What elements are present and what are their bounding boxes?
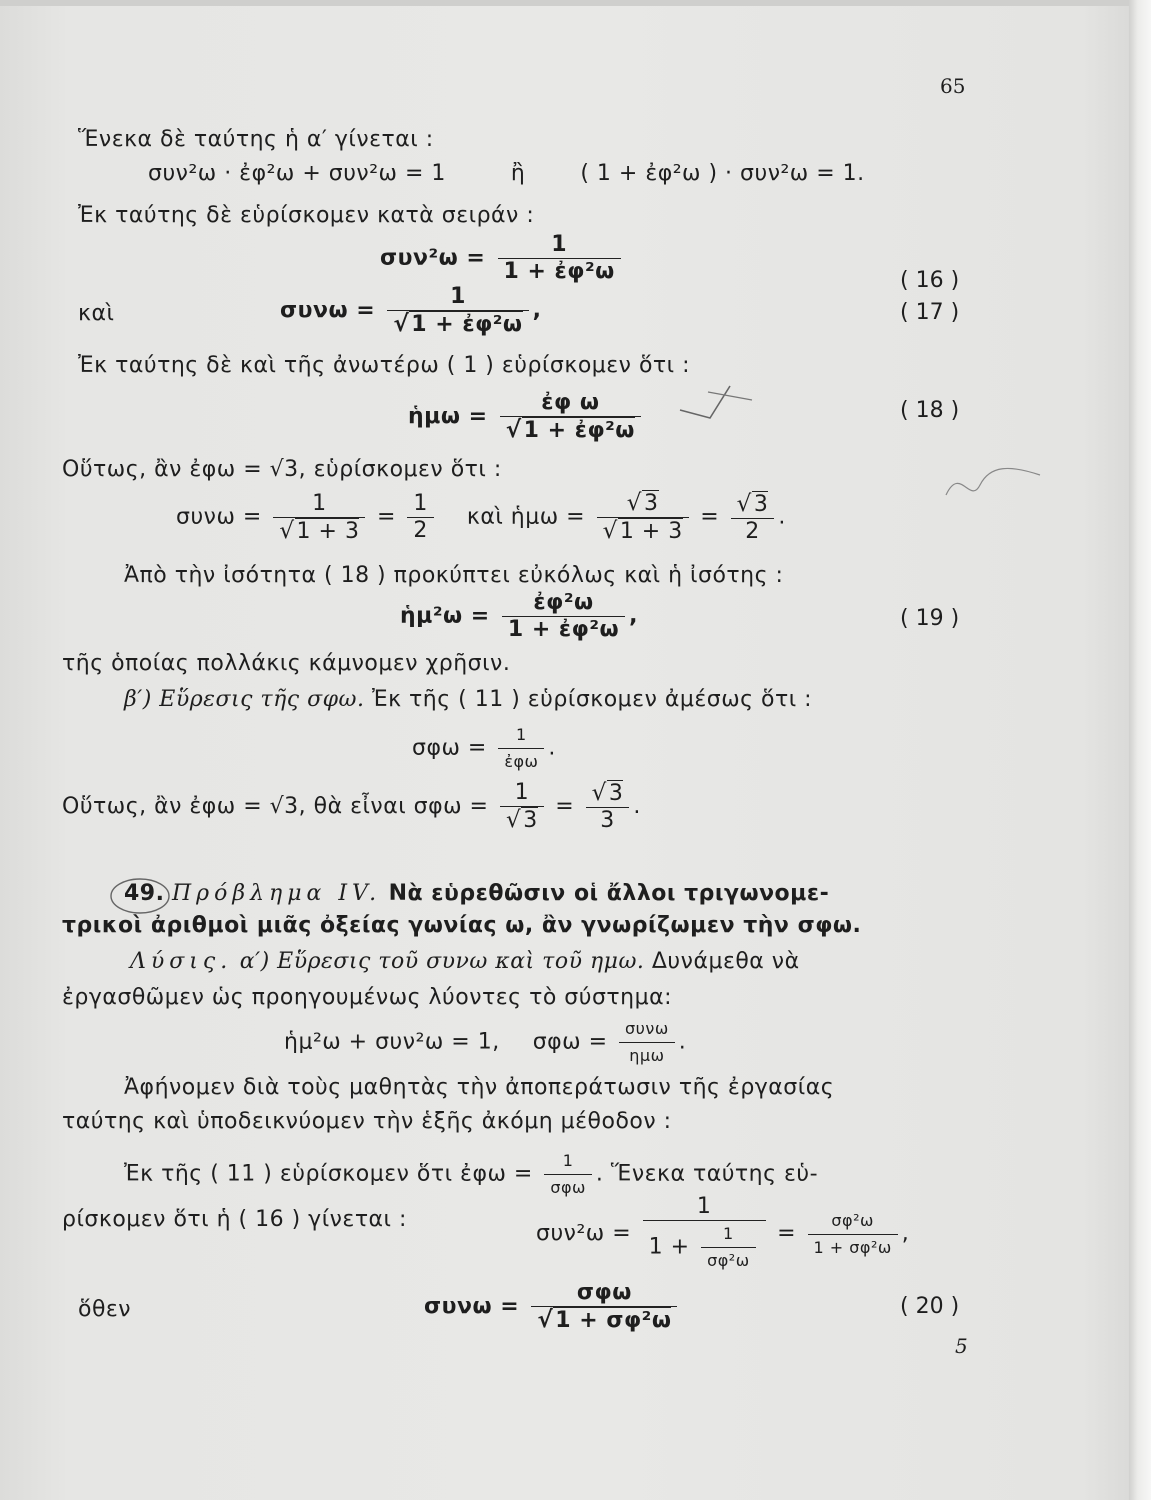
eq15-f2-den: 3 (600, 808, 615, 833)
eq16-den: 1 + ἐφ²ω (503, 259, 615, 284)
eq9-f4-num: √3 (731, 491, 775, 519)
eq14-lhs: σφω = (412, 735, 487, 761)
eq15-frac2 (586, 780, 630, 834)
eq24-f2-num: σφ²ω (808, 1208, 898, 1235)
text-line-3: Ἐκ ταύτης δὲ εὑρίσκομεν κατὰ σειράν : (78, 203, 535, 228)
eq23-num: 1 (544, 1148, 592, 1175)
sqrt-icon: √ (537, 1307, 554, 1333)
sqrt-icon: √ (626, 490, 643, 516)
eq-system-num: συνω (619, 1016, 675, 1043)
eq-number-19: ( 19 ) (900, 606, 960, 631)
eq20-lhs: συνω = (424, 1294, 520, 1319)
eq24-inner-fraction (701, 1221, 756, 1274)
equation-system: ἡμ²ω + συν²ω = 1, σφω = $\frac{\text{συνω}}{\text{ημω}}$ . (284, 1016, 686, 1069)
eq19-den: 1 + ἐφ²ω (507, 617, 620, 642)
eq9-frac1 (273, 491, 365, 545)
eq9-frac3 (597, 490, 689, 545)
eq24-num: 1 (643, 1194, 766, 1221)
eq-2b: ἢ (510, 161, 526, 186)
text-line-24a: ρίσκομεν ὅτι ἡ ( 16 ) γίνεται : (62, 1207, 407, 1232)
equation-19: ἡμ²ω = $\frac{\text{ἐφ²ω}}{\text{1 + ἐφ²ω}}$ , (400, 590, 639, 642)
page-number: 65 (940, 74, 966, 98)
eq-number-16: ( 16 ) (900, 268, 960, 293)
solution-subtitle: α′) Εὕρεσις τοῦ συνω καὶ τοῦ ημω. (239, 949, 645, 974)
equation-16 (380, 232, 625, 285)
equation-17: συνω = $\frac{1}{\text{√1 + ἐφ²ω}}$ , (280, 284, 542, 337)
eq19-num: ἐφ²ω (502, 590, 625, 617)
eq16-num: 1 (498, 232, 621, 259)
eq-system-den: ημω (629, 1046, 665, 1065)
eq-2c: ( 1 + ἐφ²ω ) · συν²ω = 1. (580, 161, 865, 186)
eq23-den: σφω (550, 1178, 586, 1197)
equation-line-23: Ἐκ τῆς ( 11 ) εὑρίσκομεν ὅτι ἐφω = $\frac{1}{\text{σφω}}$ . Ἕνεκα ταύτης εὑ- (124, 1148, 818, 1201)
eq-number-18: ( 18 ) (900, 398, 960, 423)
eq9-f3-den: √1 + 3 (602, 518, 683, 544)
eq16-lhs: συν²ω = (380, 245, 486, 271)
eq9-lhs: συνω = (176, 504, 262, 530)
eq17-den: √1 + ἐφ²ω (393, 311, 523, 337)
text-line-6: Ἐκ ταύτης δὲ καὶ τῆς ἀνωτέρω ( 1 ) εὑρίσκομεν ὅτι : (78, 353, 691, 378)
eq15-f2-num: √3 (586, 780, 630, 808)
eq24-equals: = (777, 1221, 797, 1246)
sqrt-icon: √ (736, 490, 752, 517)
eq24-f2-den: 1 + σφ²ω (813, 1237, 892, 1257)
eq17-fraction (387, 284, 528, 338)
eq24-inner-num: 1 (701, 1221, 756, 1248)
eq-system-b-lhs: σφω = (532, 1029, 608, 1055)
eq24-den-a: 1 + (648, 1234, 690, 1260)
text-line-23a: Ἐκ τῆς ( 11 ) εὑρίσκομεν ὅτι ἐφω = (124, 1161, 533, 1187)
eq9-f2-num: 1 (407, 491, 434, 518)
eq18-lhs: ἡμω = (408, 404, 488, 429)
eq20-den: √1 + σφ²ω (537, 1307, 672, 1333)
text-line-23b: Ἕνεκα ταύτης εὑ- (610, 1161, 819, 1187)
eq14-fraction (498, 722, 544, 775)
solution-line (130, 948, 800, 976)
eq19-fraction (502, 590, 625, 643)
text-line-22: ταύτης καὶ ὑποδεικνύομεν τὴν ἑξῆς ἀκόμη μέθοδον : (62, 1109, 672, 1134)
equation-18 (408, 390, 645, 444)
eq14-num: 1 (498, 722, 544, 749)
equation-line-15: Οὕτως, ἂν ἐφω = √3, θὰ εἶναι σφω = $\frac{1}{√3}$ = $\frac{√3}{3}$ . (62, 780, 641, 833)
eq18-fraction (500, 390, 641, 444)
eq18-num: ἐφ ω (500, 390, 641, 417)
eq9-frac4 (731, 491, 775, 545)
sqrt-icon: √ (505, 807, 522, 833)
eq-2a: συν²ω · ἐφ²ω + συν²ω = 1 (148, 161, 446, 186)
problem-statement-1: Νὰ εὑρεθῶσιν οἱ ἄλλοι τριγωνομε- (388, 881, 830, 906)
eq9-f4-den: 2 (745, 518, 760, 544)
text-line-8: Οὕτως, ἂν ἐφω = √3, εὑρίσκομεν ὅτι : (62, 457, 502, 482)
eq17-num: 1 (387, 284, 528, 311)
solution-label: Λύσις. (130, 949, 233, 974)
eq9-f2-den: 2 (413, 518, 428, 543)
page-edge (1129, 0, 1151, 1500)
problem-49-heading (124, 880, 829, 908)
problem-number: 49. (124, 881, 165, 906)
eq9-frac2 (407, 491, 434, 544)
pencil-checkmark-icon (670, 378, 770, 438)
eq24-fraction (643, 1194, 766, 1274)
sqrt-icon: √ (393, 311, 410, 337)
problem-label: Πρόβλημα IV. (171, 881, 382, 906)
eq-system-a: ἡμ²ω + συν²ω = 1, (284, 1029, 500, 1055)
text-line-10: Ἀπὸ τὴν ἰσότητα ( 18 ) προκύπτει εὐκόλως καὶ ἡ ἰσότης : (124, 563, 784, 588)
eq9-f1-num: 1 (273, 491, 365, 518)
eq9-equals: = (376, 504, 396, 530)
eq9-f1-den: √1 + 3 (279, 517, 360, 544)
signature-number: 5 (955, 1334, 968, 1358)
text-line-19: ἐργασθῶμεν ὡς προηγουμένως λύοντες τὸ σύστημα: (62, 985, 672, 1010)
eq-number-17: ( 17 ) (900, 300, 960, 325)
sqrt-icon: √ (602, 518, 618, 544)
equation-line-2 (148, 160, 865, 188)
page-top-shadow (0, 0, 1151, 6)
eq17-kai: καὶ (78, 301, 115, 326)
eq-system-fraction (619, 1016, 675, 1069)
text-line-1: Ἕνεκα δὲ ταύτης ἡ α′ γίνεται : (78, 127, 434, 152)
eq15-f1-den: √3 (505, 807, 538, 833)
equation-20 (424, 1280, 681, 1334)
text-line-21: Ἀφήνομεν διὰ τοὺς μαθητὰς τὴν ἀποπεράτωσιν τῆς ἐργασίας (124, 1075, 835, 1100)
eq24-lhs: συν²ω = (536, 1221, 632, 1246)
text-line-13b: Ἐκ τῆς ( 11 ) εὑρίσκομεν ἀμέσως ὅτι : (371, 687, 813, 712)
sqrt-icon: √ (591, 780, 607, 806)
eq24-inner-den: σφ²ω (707, 1251, 750, 1270)
text-line-12: τῆς ὁποίας πολλάκις κάμνομεν χρῆσιν. (62, 651, 511, 676)
eq15-f1-num: 1 (500, 780, 544, 807)
eq24-den (643, 1221, 766, 1274)
subsection-title-b: β′) Εὕρεσις τῆς σφω. (124, 687, 365, 712)
eq-number-20: ( 20 ) (900, 1294, 960, 1319)
sqrt-icon: √ (505, 417, 522, 443)
eq9-kai-hmw: καὶ ἡμω = (466, 504, 586, 530)
eq19-lhs: ἡμ²ω = (400, 603, 490, 629)
eq14-den: ἐφω (504, 752, 539, 771)
eq18-den: √1 + ἐφ²ω (505, 417, 635, 443)
eq15-frac1 (500, 780, 544, 834)
equation-14: σφω = $\frac{1}{\text{ἐφω}}$ . (412, 722, 556, 775)
solution-rest: Δυνάμεθα νὰ (651, 949, 800, 974)
eq20-num: σφω (531, 1280, 677, 1307)
equation-line-9: συνω = $\frac{1}{√1 + 3}$ = $\frac{1}{2}$ καὶ ἡμω = $\frac{√3}{√1 + 3}$ = $\frac{√3}{2}$ . (176, 490, 786, 544)
eq17-lhs: συνω = (280, 298, 376, 323)
eq24-fraction2 (808, 1208, 898, 1261)
text-line-15a: Οὕτως, ἂν ἐφω = √3, θὰ εἶναι σφω = (62, 794, 489, 819)
eq9-f3-num: √3 (597, 490, 689, 518)
text-line-26: ὅθεν (78, 1297, 132, 1322)
problem-statement-2: τρικοὶ ἀριθμοὶ μιᾶς ὀξείας γωνίας ω, ἂν γνωρίζωμεν τὴν σφω. (62, 913, 862, 938)
equation-24: συν²ω = 1 1 + $\frac{1}{\text{σφ²ω}}$ = $\frac{\text{σφ²ω}}{\text{1 + σφ²ω}}$ , (536, 1194, 909, 1274)
sqrt-icon: √ (279, 517, 295, 544)
pencil-scribble-icon (940, 455, 1050, 515)
eq20-fraction (531, 1280, 677, 1334)
text-line-13 (124, 686, 812, 714)
eq16-fraction (498, 232, 621, 285)
